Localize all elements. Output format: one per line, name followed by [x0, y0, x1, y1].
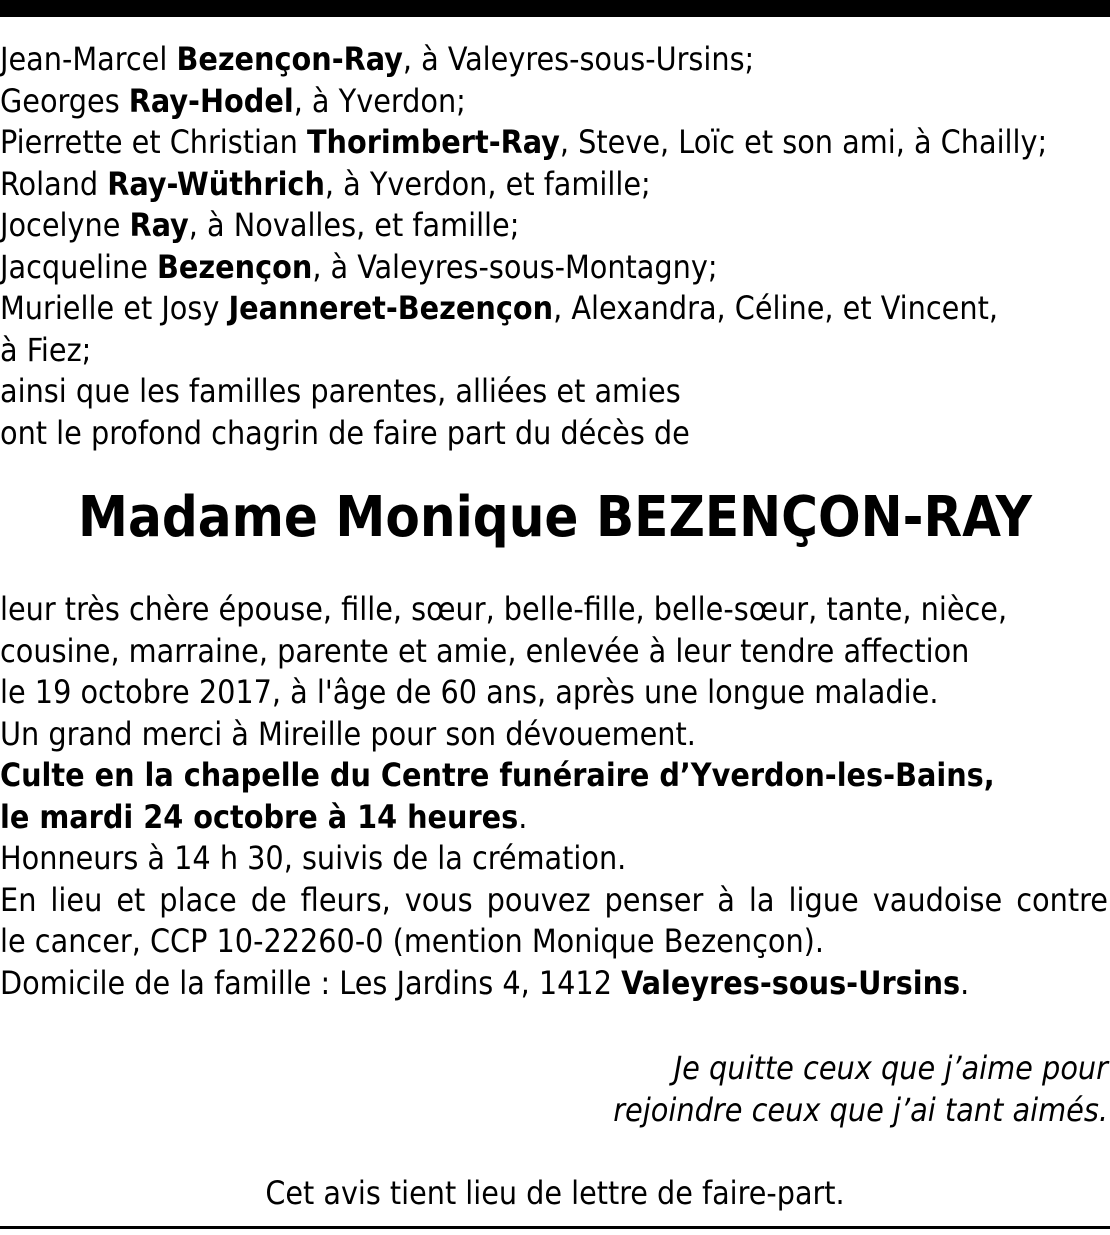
family-line: Jean-Marcel Bezençon-Ray, à Valeyres-sous-Ursins;	[0, 40, 755, 78]
top-rule	[0, 0, 1110, 17]
body-line: En lieu et place de fleurs, vous pouvez penser à la ligue vaudoise contre	[0, 880, 1108, 919]
family-line: Georges Ray-Hodel, à Yverdon;	[0, 81, 466, 120]
family-line: Jacqueline Bezençon, à Valeyres-sous-Montagny;	[0, 247, 718, 286]
quote	[613, 1047, 1108, 1131]
family-line: à Fiez;	[0, 330, 92, 369]
family-line: Jocelyne Ray, à Novalles, et famille;	[0, 206, 520, 244]
family-line: Pierrette et Christian Thorimbert-Ray, Steve, Loïc et son ami, à Chailly;	[0, 123, 1048, 161]
quote-line: rejoindre ceux que j’ai tant aimés.	[613, 1091, 1108, 1129]
closing-note: Cet avis tient lieu de lettre de faire-part.	[265, 1174, 845, 1212]
body-line: Honneurs à 14 h 30, suivis de la crémation.	[0, 839, 627, 877]
body-line: Un grand merci à Mireille pour son dévouement.	[0, 714, 696, 753]
body-line: cousine, marraine, parente et amie, enlevée à leur tendre affection	[0, 631, 970, 670]
family-line: ont le profond chagrin de faire part du décès de	[0, 413, 690, 452]
quote-line: Je quitte ceux que j’aime pour	[673, 1049, 1108, 1087]
address-line: Domicile de la famille : Les Jardins 4, 1412 Valeyres-sous-Ursins.	[0, 963, 970, 1002]
bottom-rule	[0, 1226, 1110, 1229]
body-line: leur très chère épouse, fille, sœur, belle-fille, belle-sœur, tante, nièce,	[0, 590, 1008, 628]
deceased-name: Madame Monique BEZENÇON-RAY	[78, 485, 1032, 550]
family-line: ainsi que les familles parentes, alliées et amies	[0, 372, 681, 410]
body-line: le cancer, CCP 10-22260-0 (mention Monique Bezençon).	[0, 922, 824, 960]
notice-body	[0, 589, 1108, 1004]
ceremony-line: le mardi 24 octobre à 14 heures.	[0, 797, 528, 836]
body-line: le 19 octobre 2017, à l'âge de 60 ans, après une longue maladie.	[0, 673, 939, 711]
ceremony-line: Culte en la chapelle du Centre funéraire d’Yverdon-les-Bains,	[0, 756, 995, 794]
family-list	[0, 39, 1108, 454]
family-line: Murielle et Josy Jeanneret-Bezençon, Alexandra, Céline, et Vincent,	[0, 289, 998, 327]
family-line: Roland Ray-Wüthrich, à Yverdon, et famille;	[0, 164, 651, 203]
